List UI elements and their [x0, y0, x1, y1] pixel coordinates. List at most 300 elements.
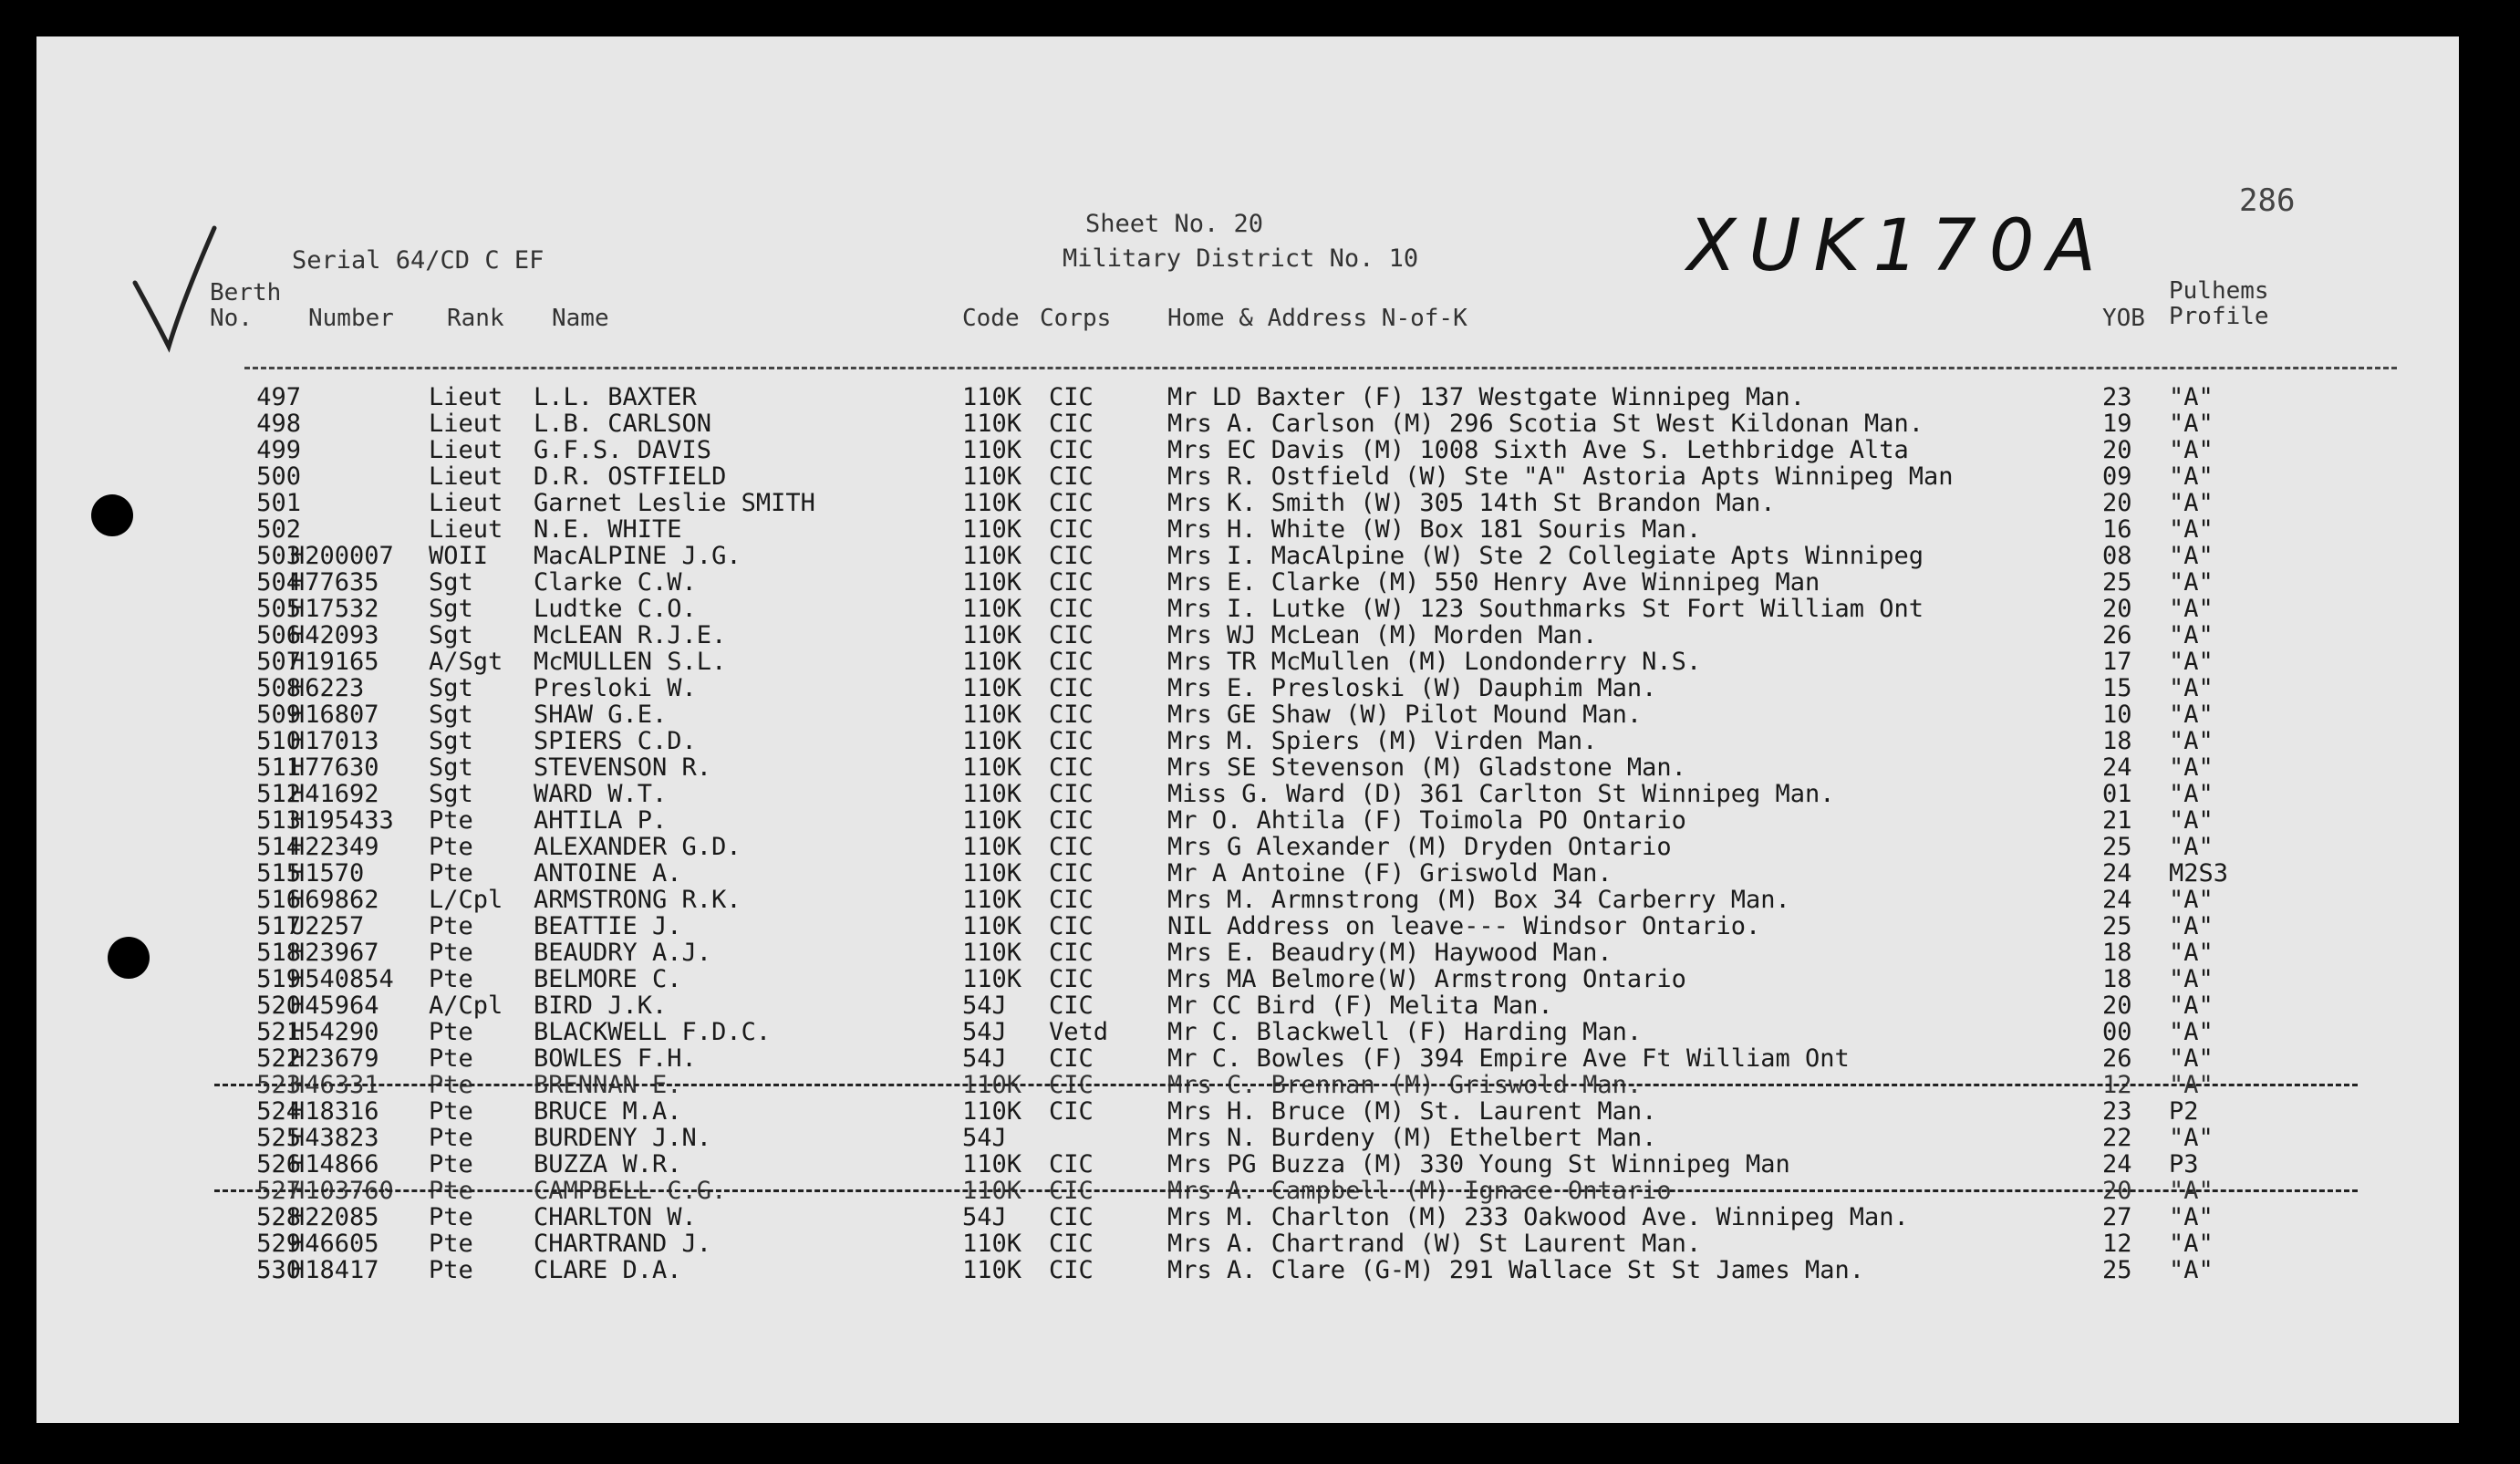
cell-berth: 517 — [256, 912, 301, 940]
cell-address: Mrs TR McMullen (M) Londonderry N.S. — [1167, 648, 1702, 676]
cell-number: H45964 — [290, 992, 379, 1020]
col-pulhems: Pulhems — [2169, 277, 2269, 305]
cell-name: L.B. CARLSON — [534, 410, 712, 438]
cell-rank: Pte — [429, 806, 473, 835]
cell-profile: P3 — [2169, 1150, 2199, 1178]
cell-code: 54J — [962, 1044, 1007, 1073]
col-no: No. — [210, 305, 253, 332]
table-row — [36, 410, 2459, 436]
cell-name: ARMSTRONG R.K. — [534, 886, 741, 914]
cell-corps: CIC — [1049, 1044, 1094, 1073]
cell-rank: WOII — [429, 542, 489, 570]
cell-number: H19165 — [290, 648, 379, 676]
cell-yob: 25 — [2102, 568, 2132, 597]
cell-address: Mrs H. Bruce (M) St. Laurent Man. — [1167, 1097, 1657, 1126]
col-berth: Berth — [210, 279, 282, 306]
cell-number: H46331 — [290, 1071, 379, 1099]
cell-number: H54290 — [290, 1018, 379, 1046]
cell-yob: 20 — [2102, 595, 2132, 623]
cell-yob: 23 — [2102, 383, 2132, 411]
cell-code: 110K — [962, 1071, 1022, 1099]
cell-rank: Sgt — [429, 727, 473, 755]
cell-code: 110K — [962, 489, 1022, 517]
cell-corps: CIC — [1049, 462, 1094, 491]
cell-number: U2257 — [290, 912, 365, 940]
cell-berth: 501 — [256, 489, 301, 517]
cell-name: G.F.S. DAVIS — [534, 436, 712, 464]
cell-profile: "A" — [2169, 648, 2214, 676]
cell-yob: 27 — [2102, 1203, 2132, 1231]
cell-berth: 515 — [256, 859, 301, 888]
cell-name: CLARE D.A. — [534, 1256, 682, 1284]
cell-corps: CIC — [1049, 806, 1094, 835]
cell-code: 110K — [962, 833, 1022, 861]
table-row — [36, 992, 2459, 1018]
cell-profile: "A" — [2169, 568, 2214, 597]
cell-rank: Lieut — [429, 515, 503, 544]
cell-corps: CIC — [1049, 886, 1094, 914]
cell-number: H16807 — [290, 701, 379, 729]
cell-address: Mrs M. Armnstrong (M) Box 34 Carberry Man. — [1167, 886, 1790, 914]
cell-rank: Pte — [429, 1256, 473, 1284]
cell-berth: 519 — [256, 965, 301, 993]
cell-code: 110K — [962, 1256, 1022, 1284]
cell-profile: "A" — [2169, 965, 2214, 993]
cell-name: BRENNAN E. — [534, 1071, 682, 1099]
cell-yob: 24 — [2102, 1150, 2132, 1178]
cell-berth: 506 — [256, 621, 301, 649]
table-row — [36, 1071, 2459, 1097]
cell-berth: 498 — [256, 410, 301, 438]
cell-address: Mrs M. Spiers (M) Virden Man. — [1167, 727, 1598, 755]
cell-berth: 528 — [256, 1203, 301, 1231]
cell-address: Mrs EC Davis (M) 1008 Sixth Ave S. Lethbridge Alta — [1167, 436, 1909, 464]
cell-yob: 21 — [2102, 806, 2132, 835]
cell-name: WARD W.T. — [534, 780, 668, 808]
cell-profile: "A" — [2169, 489, 2214, 517]
table-row — [36, 1256, 2459, 1282]
serial: Serial 64/CD C EF — [292, 246, 544, 275]
cell-code: 110K — [962, 965, 1022, 993]
cell-berth: 512 — [256, 780, 301, 808]
cell-number: H69862 — [290, 886, 379, 914]
cell-rank: Sgt — [429, 568, 473, 597]
cell-address: Mrs GE Shaw (W) Pilot Mound Man. — [1167, 701, 1643, 729]
cell-profile: "A" — [2169, 1256, 2214, 1284]
cell-yob: 23 — [2102, 1097, 2132, 1126]
cell-address: Mrs MA Belmore(W) Armstrong Ontario — [1167, 965, 1686, 993]
table-row — [36, 542, 2459, 568]
table-row — [36, 1177, 2459, 1203]
cell-name: BLACKWELL F.D.C. — [534, 1018, 772, 1046]
cell-rank: Sgt — [429, 595, 473, 623]
cell-rank: Sgt — [429, 753, 473, 782]
cell-rank: Pte — [429, 1124, 473, 1152]
cell-profile: "A" — [2169, 939, 2214, 967]
cell-profile: "A" — [2169, 992, 2214, 1020]
table-row — [36, 621, 2459, 648]
cell-berth: 522 — [256, 1044, 301, 1073]
cell-corps: CIC — [1049, 833, 1094, 861]
cell-name: CAMPBELL C.G. — [534, 1177, 727, 1205]
cell-code: 110K — [962, 410, 1022, 438]
cell-berth: 511 — [256, 753, 301, 782]
table-row — [36, 780, 2459, 806]
cell-yob: 12 — [2102, 1071, 2132, 1099]
table-row — [36, 515, 2459, 542]
cell-address: Mrs E. Beaudry(M) Haywood Man. — [1167, 939, 1613, 967]
cell-address: Mrs A. Clare (G-M) 291 Wallace St St James Man. — [1167, 1256, 1865, 1284]
table-row — [36, 595, 2459, 621]
cell-berth: 507 — [256, 648, 301, 676]
cell-name: L.L. BAXTER — [534, 383, 697, 411]
cell-number: H23679 — [290, 1044, 379, 1073]
cell-number: H17532 — [290, 595, 379, 623]
cell-address: Mr CC Bird (F) Melita Man. — [1167, 992, 1553, 1020]
cell-number: H1570 — [290, 859, 365, 888]
table-row — [36, 939, 2459, 965]
cell-rank: Sgt — [429, 621, 473, 649]
table-row — [36, 1203, 2459, 1230]
cell-corps: CIC — [1049, 1097, 1094, 1126]
cell-code: 110K — [962, 436, 1022, 464]
cell-name: STEVENSON R. — [534, 753, 712, 782]
cell-corps: CIC — [1049, 753, 1094, 782]
cell-corps: CIC — [1049, 436, 1094, 464]
cell-address: NIL Address on leave--- Windsor Ontario. — [1167, 912, 1761, 940]
cell-rank: Lieut — [429, 462, 503, 491]
cell-address: Mrs A. Campbell (M) Ignace Ontario — [1167, 1177, 1672, 1205]
cell-address: Mrs A. Chartrand (W) St Laurent Man. — [1167, 1230, 1702, 1258]
cell-name: McLEAN R.J.E. — [534, 621, 727, 649]
cell-name: McMULLEN S.L. — [534, 648, 727, 676]
cell-address: Mrs K. Smith (W) 305 14th St Brandon Man. — [1167, 489, 1776, 517]
cell-name: Presloki W. — [534, 674, 697, 702]
cell-yob: 16 — [2102, 515, 2132, 544]
cell-corps: CIC — [1049, 1203, 1094, 1231]
cell-profile: M2S3 — [2169, 859, 2229, 888]
cell-profile: "A" — [2169, 780, 2214, 808]
cell-rank: A/Sgt — [429, 648, 503, 676]
table-row — [36, 1097, 2459, 1124]
cell-yob: 24 — [2102, 753, 2132, 782]
cell-rank: Pte — [429, 1018, 473, 1046]
cell-number: H200007 — [290, 542, 394, 570]
cell-address: Mrs H. White (W) Box 181 Souris Man. — [1167, 515, 1702, 544]
cell-profile: "A" — [2169, 833, 2214, 861]
cell-berth: 497 — [256, 383, 301, 411]
header-rule — [244, 367, 2397, 369]
cell-code: 110K — [962, 462, 1022, 491]
cell-address: Mr C. Blackwell (F) Harding Man. — [1167, 1018, 1643, 1046]
cell-profile: "A" — [2169, 727, 2214, 755]
cell-corps: CIC — [1049, 1177, 1094, 1205]
cell-code: 110K — [962, 1230, 1022, 1258]
cell-corps: CIC — [1049, 621, 1094, 649]
table-row — [36, 1018, 2459, 1044]
cell-number: H14866 — [290, 1150, 379, 1178]
cell-profile: "A" — [2169, 806, 2214, 835]
nominal-roll-table — [36, 383, 2459, 1282]
cell-profile: P2 — [2169, 1097, 2199, 1126]
table-row — [36, 648, 2459, 674]
cell-code: 110K — [962, 886, 1022, 914]
cell-address: Miss G. Ward (D) 361 Carlton St Winnipeg Man. — [1167, 780, 1835, 808]
document-sheet — [36, 36, 2459, 1423]
cell-name: D.R. OSTFIELD — [534, 462, 727, 491]
cell-code: 110K — [962, 515, 1022, 544]
cell-corps: CIC — [1049, 1256, 1094, 1284]
cell-profile: "A" — [2169, 912, 2214, 940]
cell-yob: 18 — [2102, 939, 2132, 967]
table-row — [36, 568, 2459, 595]
col-number: Number — [308, 305, 394, 332]
cell-code: 54J — [962, 1203, 1007, 1231]
col-address: Home & Address N-of-K — [1167, 305, 1467, 332]
table-row — [36, 912, 2459, 939]
cell-address: Mrs R. Ostfield (W) Ste "A" Astoria Apts Winnipeg Man — [1167, 462, 1954, 491]
col-code: Code — [962, 305, 1020, 332]
cell-yob: 18 — [2102, 727, 2132, 755]
cell-yob: 18 — [2102, 965, 2132, 993]
table-row — [36, 701, 2459, 727]
cell-number: H6223 — [290, 674, 365, 702]
table-row — [36, 436, 2459, 462]
cell-name: BUZZA W.R. — [534, 1150, 682, 1178]
table-row — [36, 753, 2459, 780]
cell-name: BEATTIE J. — [534, 912, 682, 940]
cell-yob: 24 — [2102, 859, 2132, 888]
cell-berth: 513 — [256, 806, 301, 835]
cell-number: H22349 — [290, 833, 379, 861]
cell-yob: 01 — [2102, 780, 2132, 808]
cell-address: Mr A Antoine (F) Griswold Man. — [1167, 859, 1613, 888]
cell-rank: Lieut — [429, 410, 503, 438]
cell-rank: Pte — [429, 1150, 473, 1178]
cell-corps: CIC — [1049, 1150, 1094, 1178]
cell-berth: 504 — [256, 568, 301, 597]
cell-name: BIRD J.K. — [534, 992, 668, 1020]
cell-corps: CIC — [1049, 648, 1094, 676]
cell-profile: "A" — [2169, 383, 2214, 411]
cell-profile: "A" — [2169, 674, 2214, 702]
cell-code: 110K — [962, 621, 1022, 649]
cell-yob: 10 — [2102, 701, 2132, 729]
cell-code: 110K — [962, 912, 1022, 940]
cell-berth: 508 — [256, 674, 301, 702]
cell-corps: CIC — [1049, 1071, 1094, 1099]
cell-berth: 518 — [256, 939, 301, 967]
cell-name: BELMORE C. — [534, 965, 682, 993]
cell-rank: Pte — [429, 1230, 473, 1258]
cell-rank: Pte — [429, 1044, 473, 1073]
cell-berth: 525 — [256, 1124, 301, 1152]
cell-yob: 25 — [2102, 912, 2132, 940]
cell-corps: CIC — [1049, 912, 1094, 940]
cell-yob: 17 — [2102, 648, 2132, 676]
cell-yob: 00 — [2102, 1018, 2132, 1046]
cell-name: N.E. WHITE — [534, 515, 682, 544]
cell-address: Mrs E. Presloski (W) Dauphim Man. — [1167, 674, 1657, 702]
cell-name: MacALPINE J.G. — [534, 542, 741, 570]
cell-yob: 26 — [2102, 1044, 2132, 1073]
cell-berth: 526 — [256, 1150, 301, 1178]
cell-corps: CIC — [1049, 859, 1094, 888]
cell-name: AHTILA P. — [534, 806, 668, 835]
cell-corps: CIC — [1049, 939, 1094, 967]
cell-address: Mr LD Baxter (F) 137 Westgate Winnipeg Man. — [1167, 383, 1805, 411]
cell-berth: 516 — [256, 886, 301, 914]
table-row — [36, 886, 2459, 912]
cell-address: Mr C. Bowles (F) 394 Empire Ave Ft William Ont — [1167, 1044, 1850, 1073]
cell-corps: CIC — [1049, 489, 1094, 517]
cell-code: 110K — [962, 859, 1022, 888]
table-row — [36, 1044, 2459, 1071]
cell-rank: L/Cpl — [429, 886, 503, 914]
cell-corps: CIC — [1049, 542, 1094, 570]
cell-corps: CIC — [1049, 992, 1094, 1020]
cell-berth: 500 — [256, 462, 301, 491]
cell-address: Mrs E. Clarke (M) 550 Henry Ave Winnipeg Man — [1167, 568, 1820, 597]
cell-yob: 15 — [2102, 674, 2132, 702]
table-row — [36, 833, 2459, 859]
col-profile: Profile — [2169, 303, 2269, 330]
cell-profile: "A" — [2169, 621, 2214, 649]
cell-rank: Pte — [429, 859, 473, 888]
col-corps: Corps — [1040, 305, 1112, 332]
cell-yob: 24 — [2102, 886, 2132, 914]
table-row — [36, 1124, 2459, 1150]
cell-code: 54J — [962, 1018, 1007, 1046]
cell-profile: "A" — [2169, 436, 2214, 464]
cell-profile: "A" — [2169, 1018, 2214, 1046]
cell-address: Mrs G Alexander (M) Dryden Ontario — [1167, 833, 1672, 861]
cell-number: H77635 — [290, 568, 379, 597]
col-yob: YOB — [2102, 305, 2145, 332]
cell-rank: Pte — [429, 1071, 473, 1099]
cell-number: H23967 — [290, 939, 379, 967]
table-row — [36, 727, 2459, 753]
cell-code: 110K — [962, 701, 1022, 729]
cell-number: H195433 — [290, 806, 394, 835]
cell-code: 110K — [962, 568, 1022, 597]
cell-address: Mrs A. Carlson (M) 296 Scotia St West Kildonan Man. — [1167, 410, 1924, 438]
cell-address: Mrs C. Brennan (M) Griswold Man. — [1167, 1071, 1643, 1099]
cell-corps: CIC — [1049, 515, 1094, 544]
cell-berth: 520 — [256, 992, 301, 1020]
cell-code: 110K — [962, 674, 1022, 702]
col-rank: Rank — [447, 305, 504, 332]
cell-yob: 20 — [2102, 992, 2132, 1020]
cell-corps: CIC — [1049, 701, 1094, 729]
table-row — [36, 965, 2459, 992]
handwritten-reference: XUK170A — [1687, 205, 2109, 287]
cell-address: Mrs I. MacAlpine (W) Ste 2 Collegiate Apts Winnipeg — [1167, 542, 1924, 570]
cell-corps: CIC — [1049, 1230, 1094, 1258]
cell-berth: 529 — [256, 1230, 301, 1258]
cell-rank: Lieut — [429, 436, 503, 464]
cell-number: H42093 — [290, 621, 379, 649]
table-row — [36, 1150, 2459, 1177]
cell-berth: 499 — [256, 436, 301, 464]
district: Military District No. 10 — [1063, 244, 1419, 273]
cell-number: H17013 — [290, 727, 379, 755]
cell-rank: Pte — [429, 833, 473, 861]
cell-address: Mr O. Ahtila (F) Toimola PO Ontario — [1167, 806, 1686, 835]
cell-number: H22085 — [290, 1203, 379, 1231]
cell-yob: 08 — [2102, 542, 2132, 570]
cell-berth: 509 — [256, 701, 301, 729]
cell-code: 110K — [962, 383, 1022, 411]
cell-profile: "A" — [2169, 1230, 2214, 1258]
cell-profile: "A" — [2169, 1203, 2214, 1231]
cell-berth: 530 — [256, 1256, 301, 1284]
cell-profile: "A" — [2169, 515, 2214, 544]
cell-name: CHARLTON W. — [534, 1203, 697, 1231]
cell-profile: "A" — [2169, 462, 2214, 491]
cell-yob: 09 — [2102, 462, 2132, 491]
cell-name: ANTOINE A. — [534, 859, 682, 888]
cell-rank: Pte — [429, 912, 473, 940]
cell-rank: Sgt — [429, 701, 473, 729]
cell-yob: 20 — [2102, 489, 2132, 517]
cell-rank: Sgt — [429, 674, 473, 702]
cell-rank: Lieut — [429, 489, 503, 517]
table-row — [36, 383, 2459, 410]
cell-profile: "A" — [2169, 701, 2214, 729]
cell-yob: 22 — [2102, 1124, 2132, 1152]
cell-address: Mrs N. Burdeny (M) Ethelbert Man. — [1167, 1124, 1657, 1152]
cell-rank: A/Cpl — [429, 992, 503, 1020]
cell-name: BOWLES F.H. — [534, 1044, 697, 1073]
cell-berth: 527 — [256, 1177, 301, 1205]
cell-profile: "A" — [2169, 1124, 2214, 1152]
cell-corps: CIC — [1049, 780, 1094, 808]
cell-name: SHAW G.E. — [534, 701, 668, 729]
cell-berth: 523 — [256, 1071, 301, 1099]
cell-name: Clarke C.W. — [534, 568, 697, 597]
table-row — [36, 674, 2459, 701]
cell-profile: "A" — [2169, 1071, 2214, 1099]
sheet-number: Sheet No. 20 — [1085, 210, 1264, 238]
cell-berth: 510 — [256, 727, 301, 755]
cell-code: 110K — [962, 1150, 1022, 1178]
cell-address: Mrs PG Buzza (M) 330 Young St Winnipeg Man — [1167, 1150, 1790, 1178]
cell-code: 110K — [962, 727, 1022, 755]
cell-address: Mrs SE Stevenson (M) Gladstone Man. — [1167, 753, 1686, 782]
cell-code: 110K — [962, 753, 1022, 782]
page-number: 286 — [2239, 182, 2296, 219]
cell-name: SPIERS C.D. — [534, 727, 697, 755]
cell-code: 110K — [962, 648, 1022, 676]
cell-corps: CIC — [1049, 674, 1094, 702]
cell-profile: "A" — [2169, 753, 2214, 782]
cell-corps: CIC — [1049, 568, 1094, 597]
cell-profile: "A" — [2169, 886, 2214, 914]
table-row — [36, 489, 2459, 515]
table-row — [36, 1230, 2459, 1256]
cell-yob: 20 — [2102, 436, 2132, 464]
cell-name: Garnet Leslie SMITH — [534, 489, 815, 517]
cell-code: 54J — [962, 992, 1007, 1020]
cell-number: H46605 — [290, 1230, 379, 1258]
cell-yob: 20 — [2102, 1177, 2132, 1205]
cell-corps: CIC — [1049, 410, 1094, 438]
cell-yob: 12 — [2102, 1230, 2132, 1258]
cell-code: 110K — [962, 595, 1022, 623]
cell-code: 110K — [962, 1177, 1022, 1205]
cell-rank: Pte — [429, 1097, 473, 1126]
